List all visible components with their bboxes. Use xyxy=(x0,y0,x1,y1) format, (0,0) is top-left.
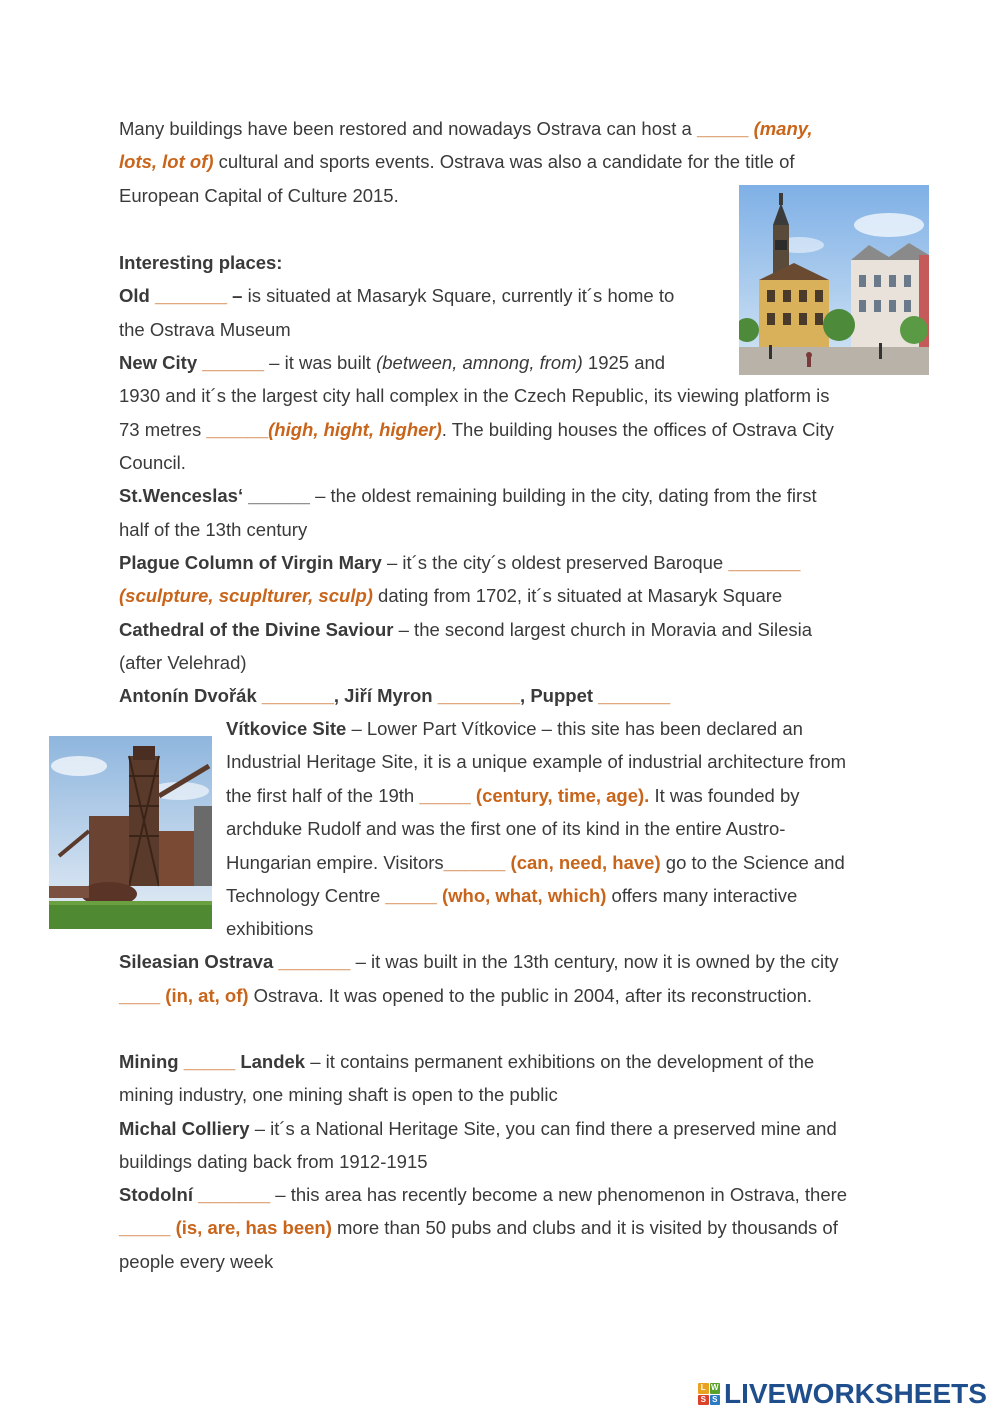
fill-in-prompt: _______ xyxy=(728,552,801,573)
text-line xyxy=(119,451,186,475)
text-run: archduke Rudolf and was the first one of its kind in the entire Austro- xyxy=(226,818,786,839)
text-run: Council. xyxy=(119,452,186,473)
text-run: the Ostrava Museum xyxy=(119,319,291,340)
text-run: Antonín Dvořák xyxy=(119,685,262,706)
text-line xyxy=(226,817,785,841)
text-line xyxy=(119,551,800,575)
text-run: – it was built xyxy=(264,352,377,373)
liveworksheets-logo xyxy=(698,1376,987,1412)
text-line xyxy=(119,618,812,642)
text-run: the first half of the 19th xyxy=(226,785,420,806)
text-run: 73 metres xyxy=(119,419,207,440)
text-line xyxy=(119,1117,837,1141)
fill-in-prompt: ____ (in, at, of) xyxy=(119,985,249,1006)
text-run: more than 50 pubs and clubs and it is visited by thousands of xyxy=(331,1217,838,1238)
text-run: 1925 and xyxy=(582,352,666,373)
text-run: exhibitions xyxy=(226,918,314,939)
logo-mark-letter: S xyxy=(698,1395,709,1406)
text-run: Ostrava. It was opened to the public in 2004, after its reconstruction. xyxy=(248,985,813,1006)
text-run: dating from 1702, it´s situated at Masaryk Square xyxy=(372,585,783,606)
text-run: 1930 and it´s the largest city hall complex in the Czech Republic, its viewing platform is xyxy=(119,385,830,406)
text-run: Hungarian empire. Visitors xyxy=(226,852,444,873)
text-line xyxy=(119,1183,847,1207)
text-line xyxy=(226,750,846,774)
text-line xyxy=(119,284,674,308)
text-run: Stodolní xyxy=(119,1184,199,1205)
text-line xyxy=(226,784,799,808)
section-heading xyxy=(119,251,282,275)
text-line xyxy=(119,1083,558,1107)
fill-in-prompt: _____ (who, what, which) xyxy=(385,885,607,906)
text-line xyxy=(226,851,845,875)
logo-mark-letter: W xyxy=(710,1383,719,1392)
fill-in-prompt: _______ xyxy=(261,685,334,706)
fill-in-prompt: _____ xyxy=(183,1051,236,1072)
text-run: (between, amnong, from) xyxy=(376,352,583,373)
text-line xyxy=(119,1150,428,1174)
fill-in-prompt: _______ xyxy=(278,951,351,972)
text-line xyxy=(119,950,839,974)
text-run: Technology Centre xyxy=(226,885,386,906)
text-run: New City xyxy=(119,352,203,373)
text-run: – Lower Part Vítkovice – this site has been declared an xyxy=(346,718,803,739)
text-run: Many buildings have been restored and nowadays Ostrava can host a xyxy=(119,118,697,139)
text-run: European Capital of Culture 2015. xyxy=(119,185,399,206)
text-run: Plague Column of Virgin Mary xyxy=(119,552,382,573)
fill-in-prompt: _______ xyxy=(154,285,228,306)
text-run: . The building houses the offices of Ostrava City xyxy=(441,419,834,440)
text-line xyxy=(119,384,830,408)
text-line xyxy=(119,684,670,708)
text-run: Cathedral of the Divine Saviour xyxy=(119,619,394,640)
text-line xyxy=(226,884,797,908)
text-run: Vítkovice Site xyxy=(226,718,347,739)
logo-mark-letter: S xyxy=(710,1395,721,1406)
text-run: Industrial Heritage Site, it is a unique example of industrial architecture from xyxy=(226,751,847,772)
text-run: – this area has recently become a new phenomenon in Ostrava, there xyxy=(270,1184,848,1205)
text-run: – it´s a National Heritage Site, you can find there a preserved mine and xyxy=(249,1118,837,1139)
text-line xyxy=(119,518,307,542)
fill-in-prompt: _____ xyxy=(696,118,754,139)
fill-in-prompt: lots, lot of) xyxy=(119,151,214,172)
text-line xyxy=(119,351,665,375)
text-line xyxy=(226,917,313,941)
text-run: , Jiří Myron xyxy=(333,685,438,706)
text-line xyxy=(119,150,795,174)
fill-in-prompt: ________ xyxy=(437,685,521,706)
text-run: St.Wenceslas‘ xyxy=(119,485,249,506)
text-line xyxy=(119,117,813,141)
fill-in-prompt: ______ xyxy=(202,352,265,373)
text-run: – xyxy=(227,285,243,306)
text-run: buildings dating back from 1912-1915 xyxy=(119,1151,428,1172)
text-line xyxy=(119,418,834,442)
text-run: offers many interactive xyxy=(606,885,798,906)
fill-in-prompt: _______ xyxy=(598,685,671,706)
text-run: cultural and sports events. Ostrava was also a candidate for the title of xyxy=(213,151,795,172)
fill-in-prompt: (high, hight, higher) xyxy=(268,419,442,440)
text-run: – it was built in the 13th century, now it is owned by the city xyxy=(350,951,839,972)
text-line xyxy=(119,1250,273,1274)
text-run: half of the 13th century xyxy=(119,519,308,540)
text-line xyxy=(226,717,803,741)
text-line xyxy=(119,1050,814,1074)
text-run: It was founded by xyxy=(649,785,800,806)
text-run: go to the Science and xyxy=(660,852,845,873)
text-run: mining industry, one mining shaft is open to the public xyxy=(119,1084,558,1105)
text-line xyxy=(119,184,399,208)
text-run: , Puppet xyxy=(520,685,599,706)
logo-text: LIVEWORKSHEETS xyxy=(724,1378,987,1409)
vitkovice-site-photo xyxy=(49,736,212,929)
fill-in-prompt: ______ (can, need, have) xyxy=(443,852,661,873)
text-line xyxy=(119,651,247,675)
text-run: people every week xyxy=(119,1251,274,1272)
text-run: Interesting places: xyxy=(119,252,283,273)
text-run: – it´s the city´s oldest preserved Baroque xyxy=(381,552,729,573)
text-run: Old xyxy=(119,285,155,306)
text-run: is situated at Masaryk Square, currently it´s home to xyxy=(242,285,675,306)
text-run: ______ xyxy=(248,485,310,506)
text-run: Sileasian Ostrava xyxy=(119,951,279,972)
text-run: Mining xyxy=(119,1051,184,1072)
logo-mark-letter: L xyxy=(698,1383,709,1394)
text-run: – it contains permanent exhibitions on the development of the xyxy=(305,1051,815,1072)
fill-in-prompt: _______ xyxy=(198,1184,271,1205)
text-run: – the second largest church in Moravia and Silesia xyxy=(393,619,813,640)
fill-in-prompt: _____ (is, are, has been) xyxy=(119,1217,332,1238)
text-line xyxy=(119,1216,838,1240)
fill-in-prompt: (sculpture, scuplturer, sculp) xyxy=(119,585,373,606)
fill-in-prompt: _____ (century, time, age). xyxy=(419,785,650,806)
text-run: (after Velehrad) xyxy=(119,652,247,673)
text-line xyxy=(119,984,812,1008)
text-run: – the oldest remaining building in the city, dating from the first xyxy=(309,485,817,506)
fill-in-prompt: ______ xyxy=(206,419,269,440)
text-line xyxy=(119,484,817,508)
fill-in-prompt: (many, xyxy=(753,118,813,139)
logo-mark-icon xyxy=(698,1383,720,1405)
old-town-hall-photo xyxy=(739,185,929,375)
text-line xyxy=(119,584,782,608)
text-run: Michal Colliery xyxy=(119,1118,250,1139)
text-run: Landek xyxy=(235,1051,306,1072)
text-line xyxy=(119,318,291,342)
